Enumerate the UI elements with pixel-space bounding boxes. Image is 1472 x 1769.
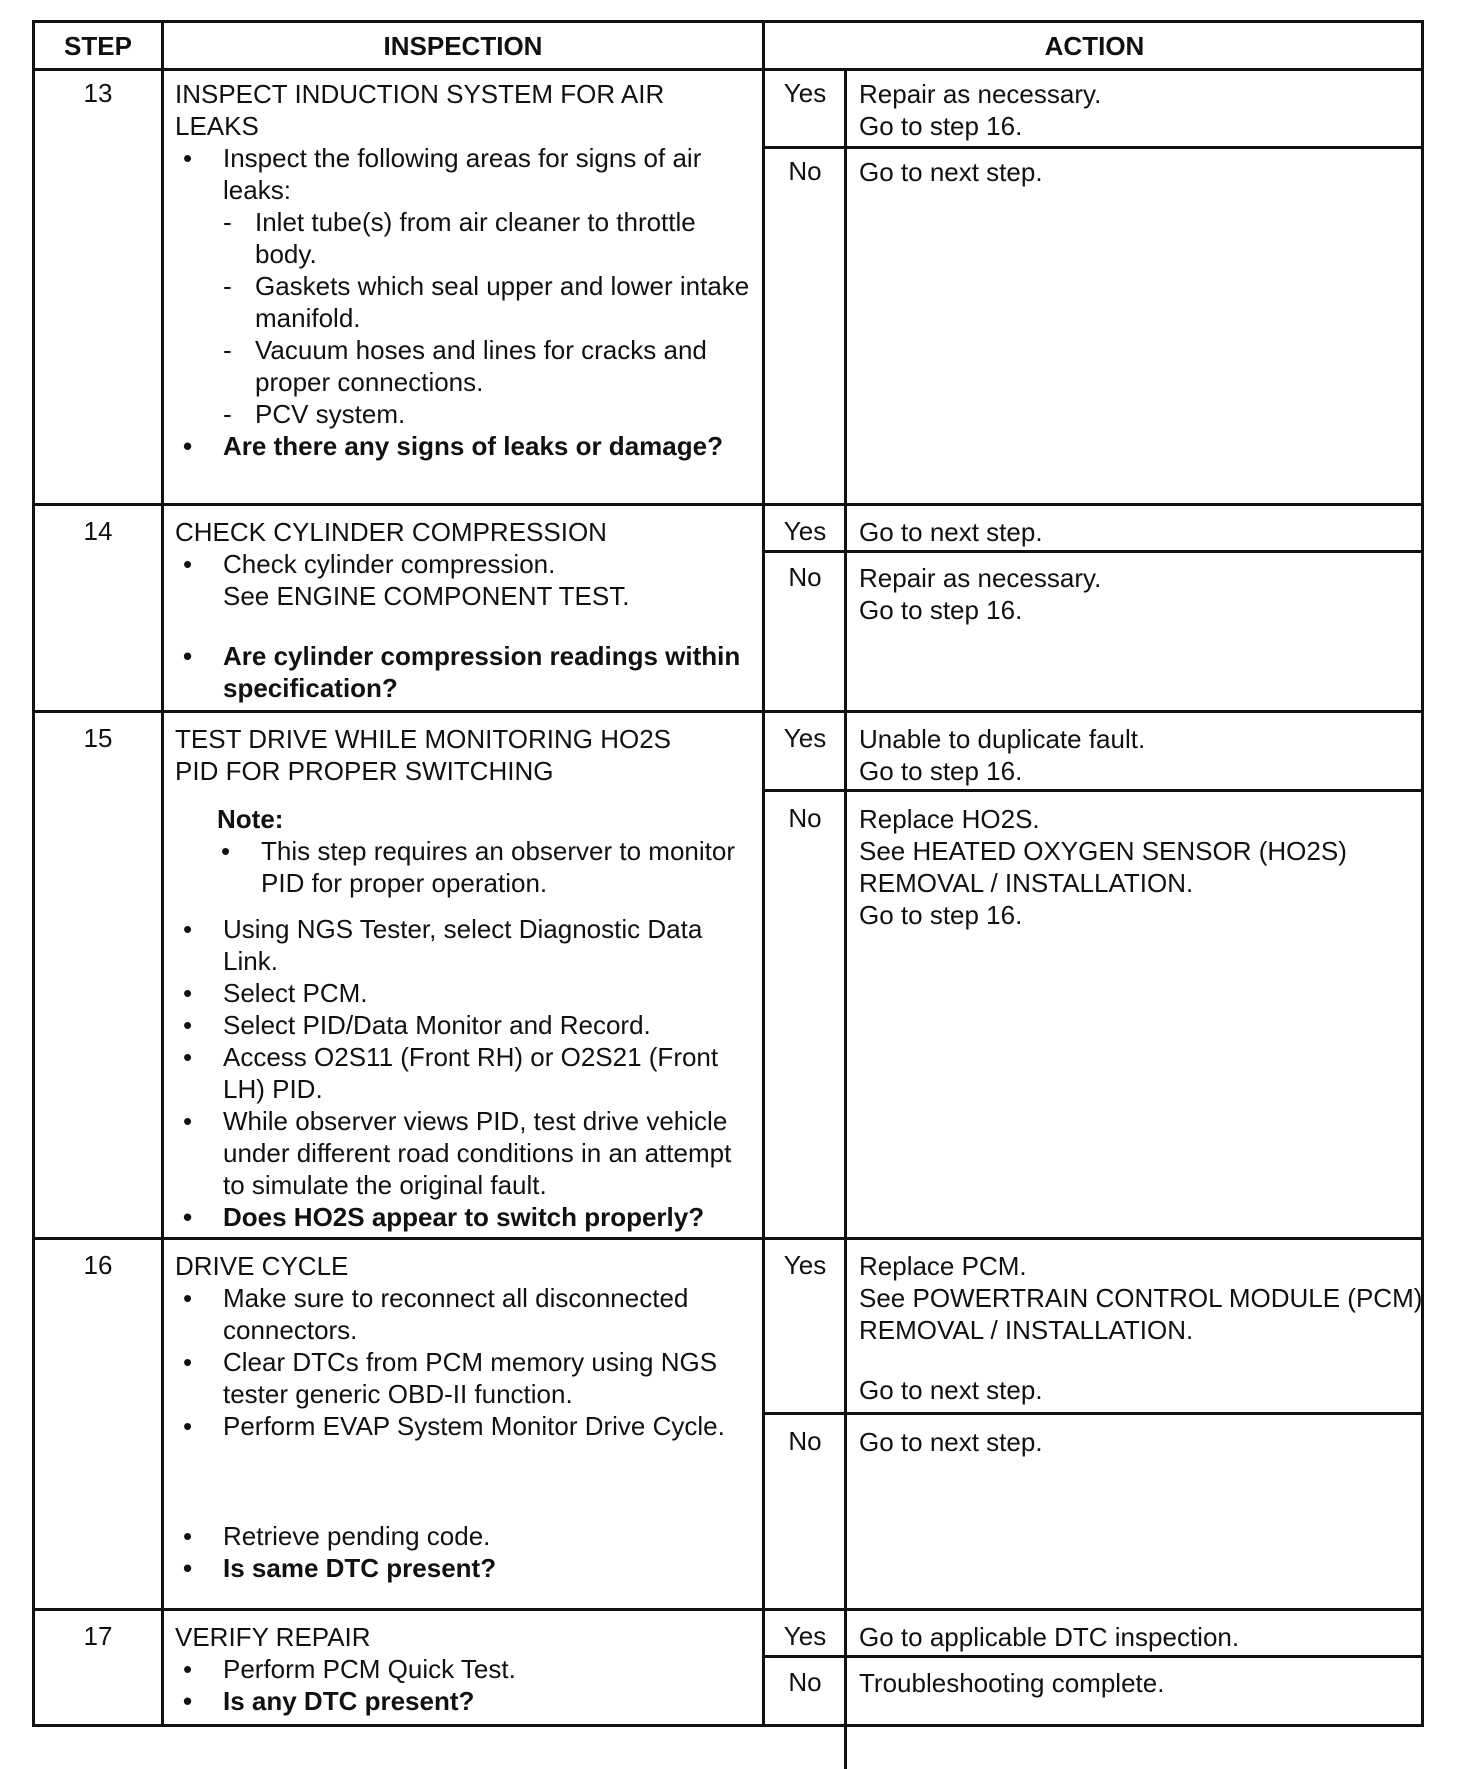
inspection-cell: [175, 723, 759, 1233]
no-label: No: [788, 562, 822, 592]
no-label: No: [788, 1667, 822, 1697]
table-row: [35, 506, 1421, 713]
table-row: [35, 1240, 1421, 1611]
table-header: [35, 23, 1421, 71]
inspection-cell: [175, 1250, 759, 1584]
step-number: 16: [83, 1250, 113, 1280]
yes-action: Go to applicable DTC inspection.: [859, 1622, 1240, 1652]
inspection-cell: [175, 516, 759, 704]
step-number: 14: [83, 516, 113, 546]
yes-no-divider: [765, 550, 1424, 553]
yes-action: Replace PCM. See POWERTRAIN CONTROL MODULE (PCM) REMOVAL / INSTALLATION. Go to next step.: [859, 1251, 1423, 1405]
step-title: CHECK CYLINDER COMPRESSION: [175, 517, 607, 547]
yes-label: Yes: [783, 723, 827, 753]
step-title: INSPECT INDUCTION SYSTEM FOR AIR LEAKS: [175, 79, 665, 141]
inspection-bullet: • While observer views PID, test drive vehicle under different road conditions in an attempt to simulate the original fault.: [175, 1105, 759, 1201]
inspection-subitem: - Vacuum hoses and lines for cracks and proper connections.: [223, 334, 759, 398]
no-action: Troubleshooting complete.: [859, 1668, 1165, 1698]
inspection-bullet: • Clear DTCs from PCM memory using NGS tester generic OBD-II function.: [175, 1346, 759, 1410]
yes-action: Unable to duplicate fault. Go to step 16.: [859, 724, 1146, 786]
no-action: Go to next step.: [859, 1427, 1043, 1457]
step-title: VERIFY REPAIR: [175, 1622, 371, 1652]
table-row: [35, 713, 1421, 1240]
inspection-bullet: • Retrieve pending code.: [175, 1520, 759, 1552]
inspection-bullet: • Check cylinder compression. See ENGINE COMPONENT TEST.: [175, 548, 759, 612]
step-title: TEST DRIVE WHILE MONITORING HO2S PID FOR PROPER SWITCHING: [175, 724, 671, 786]
no-action: Go to next step.: [859, 157, 1043, 187]
no-label: No: [788, 156, 822, 186]
inspection-bullet: • Perform EVAP System Monitor Drive Cycle.: [175, 1410, 759, 1442]
inspection-question: • Is same DTC present?: [175, 1552, 759, 1584]
yes-label: Yes: [783, 1250, 827, 1280]
inspection-bullet: • Make sure to reconnect all disconnected connectors.: [175, 1282, 759, 1346]
inspection-question: • Is any DTC present?: [175, 1685, 759, 1717]
yes-no-divider: [765, 1412, 1424, 1415]
inspection-bullet: • Select PID/Data Monitor and Record.: [175, 1009, 759, 1041]
inspection-subitem: - PCV system.: [223, 398, 759, 430]
table-row: [35, 1611, 1421, 1724]
header-action: ACTION: [1044, 31, 1145, 61]
inspection-question: • Does HO2S appear to switch properly?: [175, 1201, 759, 1233]
inspection-subitem: - Inlet tube(s) from air cleaner to throttle body.: [223, 206, 759, 270]
table-row: [35, 68, 1421, 506]
note-text: • This step requires an observer to monitor PID for proper operation.: [213, 835, 759, 899]
yes-label: Yes: [783, 78, 827, 108]
yes-no-divider: [765, 1655, 1424, 1658]
inspection-question: • Are there any signs of leaks or damage?: [175, 430, 759, 462]
no-action: Repair as necessary. Go to step 16.: [859, 563, 1102, 625]
yes-label: Yes: [783, 1621, 827, 1651]
yes-action: Go to next step.: [859, 517, 1043, 547]
inspection-cell: [175, 78, 759, 462]
diagnostic-table: [32, 20, 1424, 1727]
step-number: 15: [83, 723, 113, 753]
inspection-bullet: • Inspect the following areas for signs of air leaks: - Inlet tube(s) from air cleaner to throttle body. - Gaskets which seal upper and lower intake manifold. - Vacuum hoses and lines for cracks and proper connections. - PCV system.: [175, 142, 759, 430]
note-label: Note:: [217, 804, 284, 834]
no-label: No: [788, 803, 822, 833]
inspection-bullet: • Using NGS Tester, select Diagnostic Data Link.: [175, 913, 759, 977]
yes-label: Yes: [783, 516, 827, 546]
yes-no-divider: [765, 146, 1424, 149]
step-number: 17: [83, 1621, 113, 1651]
inspection-subitem: - Gaskets which seal upper and lower intake manifold.: [223, 270, 759, 334]
no-label: No: [788, 1426, 822, 1456]
no-action: Replace HO2S. See HEATED OXYGEN SENSOR (HO2S) REMOVAL / INSTALLATION. Go to step 16.: [859, 804, 1347, 930]
step-number: 13: [83, 78, 113, 108]
inspection-bullet: • Perform PCM Quick Test.: [175, 1653, 759, 1685]
inspection-cell: [175, 1621, 759, 1717]
inspection-bullet: • Select PCM.: [175, 977, 759, 1009]
header-step: STEP: [64, 31, 132, 61]
header-inspection: INSPECTION: [383, 31, 543, 61]
yes-action: Repair as necessary. Go to step 16.: [859, 79, 1102, 141]
step-title: DRIVE CYCLE: [175, 1251, 349, 1281]
yes-no-divider: [765, 789, 1424, 792]
inspection-question: • Are cylinder compression readings within specification?: [175, 640, 759, 704]
inspection-bullet: • Access O2S11 (Front RH) or O2S21 (Front LH) PID.: [175, 1041, 759, 1105]
note-block: [217, 803, 759, 899]
